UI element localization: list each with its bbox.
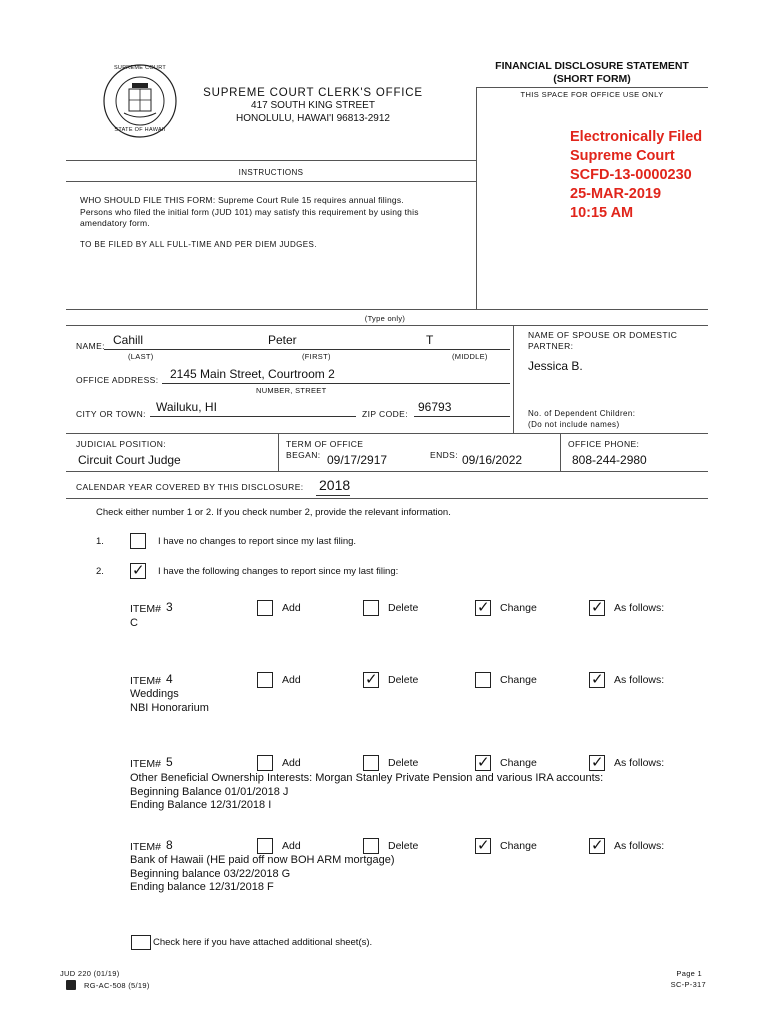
year-label: CALENDAR YEAR COVERED BY THIS DISCLOSURE: (76, 482, 304, 492)
item-number[interactable]: 5 (166, 755, 173, 769)
zip-line (414, 416, 510, 417)
has-changes-checkbox[interactable] (130, 563, 146, 579)
as-follows-label: As follows: (614, 757, 665, 769)
middle-name-value[interactable]: T (426, 333, 434, 347)
instructions-heading-border (66, 181, 476, 182)
last-name-value[interactable]: Cahill (113, 333, 144, 347)
item-block (130, 600, 690, 650)
change-label: Change (500, 602, 537, 614)
as-follows-checkbox[interactable] (589, 600, 605, 616)
zip-value[interactable]: 96793 (418, 400, 452, 414)
delete-checkbox[interactable] (363, 755, 379, 771)
name-block-top (66, 325, 708, 326)
instructions-line1: WHO SHOULD FILE THIS FORM: Supreme Court Rule 15 requires annual filings. (80, 195, 404, 205)
office-address-line1: 417 SOUTH KING STREET (251, 100, 375, 111)
instructions-judges: TO BE FILED BY ALL FULL-TIME AND PER DIEM JUDGES. (80, 240, 317, 249)
check-icon: ✓ (365, 670, 378, 688)
stamp-line1: Electronically Filed (570, 129, 703, 145)
last-label: (LAST) (128, 352, 154, 361)
form-title-line1: FINANCIAL DISCLOSURE STATEMENT (495, 60, 689, 72)
check-icon: ✓ (477, 598, 490, 616)
item-label: ITEM# (130, 841, 161, 853)
item-number[interactable]: 3 (166, 600, 173, 614)
delete-checkbox[interactable] (363, 600, 379, 616)
check-icon: ✓ (477, 836, 490, 854)
instructions-paragraph (80, 195, 419, 230)
ends-label: ENDS: (430, 450, 458, 460)
seal-top-text: SUPREME COURT (113, 65, 167, 71)
footer-logo-icon (66, 980, 76, 990)
office-name: SUPREME COURT CLERK'S OFFICE (203, 87, 423, 99)
judicial-position-value[interactable]: Circuit Court Judge (78, 453, 181, 467)
item-number[interactable]: 8 (166, 838, 173, 852)
attached-sheets-checkbox[interactable] (131, 935, 151, 950)
dependents-line1: No. of Dependent Children: (528, 409, 636, 418)
office-address-line2: HONOLULU, HAWAI'I 96813-2912 (235, 113, 390, 124)
changes-instruction: Check either number 1 or 2. If you check number 2, provide the relevant information. (96, 507, 451, 518)
attached-sheets-label: Check here if you have attached additional sheet(s). (153, 937, 373, 948)
office-phone-label: OFFICE PHONE: (568, 439, 640, 449)
check-icon: ✓ (132, 561, 145, 579)
add-label: Add (282, 674, 301, 686)
position-divider2 (560, 433, 561, 471)
year-row-bottom (66, 498, 708, 499)
type-only-top (66, 309, 708, 310)
change-checkbox[interactable] (475, 600, 491, 616)
position-row-bottom (66, 471, 708, 472)
name-label: NAME: (76, 341, 105, 351)
dependents-label (528, 408, 635, 430)
item-description[interactable]: Bank of Hawaii (HE paid off now BOH ARM mortgage) Beginning balance 03/22/2018 G Ending balance 12/31/2018 F (130, 854, 395, 893)
office-phone-value[interactable]: 808-244-2980 (572, 453, 647, 467)
as-follows-label: As follows: (614, 602, 665, 614)
middle-label: (MIDDLE) (452, 352, 488, 361)
stamp-line4: 25-MAR-2019 (570, 186, 662, 202)
add-label: Add (282, 757, 301, 769)
add-checkbox[interactable] (257, 838, 273, 854)
item-description[interactable]: Other Beneficial Ownership Interests: Morgan Stanley Private Pension and various IRA accounts: Beginning Balance 01/01/2018 J Ending Balance 12/31/2018 I (130, 772, 604, 811)
position-row-top (66, 433, 708, 434)
type-only-label: (Type only) (364, 314, 406, 323)
year-value[interactable]: 2018 (319, 477, 351, 493)
change-checkbox[interactable] (475, 672, 491, 688)
as-follows-label: As follows: (614, 674, 665, 686)
item-label: ITEM# (130, 675, 161, 687)
option1-text: I have no changes to report since my last filing. (158, 536, 357, 547)
item-block (130, 755, 690, 815)
item-block (130, 672, 690, 722)
stamp-line2: Supreme Court (570, 148, 675, 164)
add-label: Add (282, 840, 301, 852)
instructions-line3: amendatory form. (80, 218, 150, 228)
option2-text: I have the following changes to report since my last filing: (158, 566, 399, 577)
judicial-position-label: JUDICIAL POSITION: (76, 439, 167, 449)
option2-number: 2. (96, 566, 104, 577)
first-label: (FIRST) (302, 352, 331, 361)
stamp-line3: SCFD-13-0000230 (570, 167, 692, 183)
add-checkbox[interactable] (257, 600, 273, 616)
office-address-line (162, 383, 510, 384)
stamp-line5: 10:15 AM (570, 205, 634, 221)
delete-checkbox[interactable] (363, 672, 379, 688)
position-divider1 (278, 433, 279, 471)
form-title (476, 60, 708, 86)
began-value[interactable]: 09/17/2917 (327, 453, 388, 467)
check-icon: ✓ (477, 753, 490, 771)
instructions-line2: Persons who filed the initial form (JUD 101) may satisfy this requirement by using this (80, 206, 419, 217)
electronic-filing-stamp (570, 128, 702, 223)
seal-bottom-text: STATE OF HAWAII (114, 127, 166, 133)
first-name-value[interactable]: Peter (268, 333, 297, 347)
footer-page: Page 1 (676, 969, 702, 978)
footer-scp: SC-P-317 (670, 980, 706, 989)
change-checkbox[interactable] (475, 755, 491, 771)
delete-checkbox[interactable] (363, 838, 379, 854)
check-icon: ✓ (591, 598, 604, 616)
item-description[interactable]: C (130, 617, 138, 629)
began-label: BEGAN: (286, 450, 321, 460)
spouse-divider (513, 325, 514, 433)
delete-label: Delete (388, 674, 419, 686)
check-icon: ✓ (591, 753, 604, 771)
add-checkbox[interactable] (257, 755, 273, 771)
delete-label: Delete (388, 840, 419, 852)
as-follows-label: As follows: (614, 840, 665, 852)
no-changes-checkbox[interactable] (130, 533, 146, 549)
as-follows-checkbox[interactable] (589, 755, 605, 771)
change-checkbox[interactable] (475, 838, 491, 854)
spouse-label-line2: PARTNER: (528, 341, 574, 351)
instructions-heading: INSTRUCTIONS (238, 168, 304, 177)
item-description[interactable]: Weddings NBI Honorarium (130, 688, 209, 714)
city-line (150, 416, 356, 417)
spouse-value[interactable]: Jessica B. (528, 359, 583, 373)
item-label: ITEM# (130, 603, 161, 615)
city-label: CITY OR TOWN: (76, 409, 146, 419)
footer-rg: RG-AC-508 (5/19) (84, 981, 150, 990)
change-label: Change (500, 840, 537, 852)
change-label: Change (500, 757, 537, 769)
name-line (104, 349, 510, 350)
add-checkbox[interactable] (257, 672, 273, 688)
check-icon: ✓ (591, 836, 604, 854)
add-label: Add (282, 602, 301, 614)
office-address-value[interactable]: 2145 Main Street, Courtroom 2 (170, 367, 335, 381)
office-address-label: OFFICE ADDRESS: (76, 375, 159, 385)
dependents-line2: (Do not include names) (528, 420, 620, 429)
footer-form-id: JUD 220 (01/19) (60, 969, 120, 978)
as-follows-checkbox[interactable] (589, 672, 605, 688)
item-block (130, 838, 690, 898)
delete-label: Delete (388, 757, 419, 769)
ends-value[interactable]: 09/16/2022 (462, 453, 523, 467)
year-line (316, 495, 350, 496)
office-use-label: THIS SPACE FOR OFFICE USE ONLY (520, 90, 664, 99)
spouse-label-line1: NAME OF SPOUSE OR DOMESTIC (528, 330, 678, 340)
check-icon: ✓ (591, 670, 604, 688)
item-label: ITEM# (130, 758, 161, 770)
title-divider (476, 87, 708, 88)
instructions-top-border (66, 160, 476, 161)
spouse-label (528, 330, 677, 352)
item-number[interactable]: 4 (166, 672, 173, 686)
change-label: Change (500, 674, 537, 686)
delete-label: Delete (388, 602, 419, 614)
zip-label: ZIP CODE: (362, 409, 408, 419)
city-value[interactable]: Wailuku, HI (156, 400, 217, 414)
court-seal (102, 63, 178, 139)
number-street-label: NUMBER, STREET (256, 386, 327, 395)
term-label: TERM OF OFFICE (286, 439, 364, 449)
as-follows-checkbox[interactable] (589, 838, 605, 854)
option1-number: 1. (96, 536, 104, 547)
form-title-line2: (SHORT FORM) (553, 73, 631, 85)
office-use-box-left (476, 87, 477, 309)
